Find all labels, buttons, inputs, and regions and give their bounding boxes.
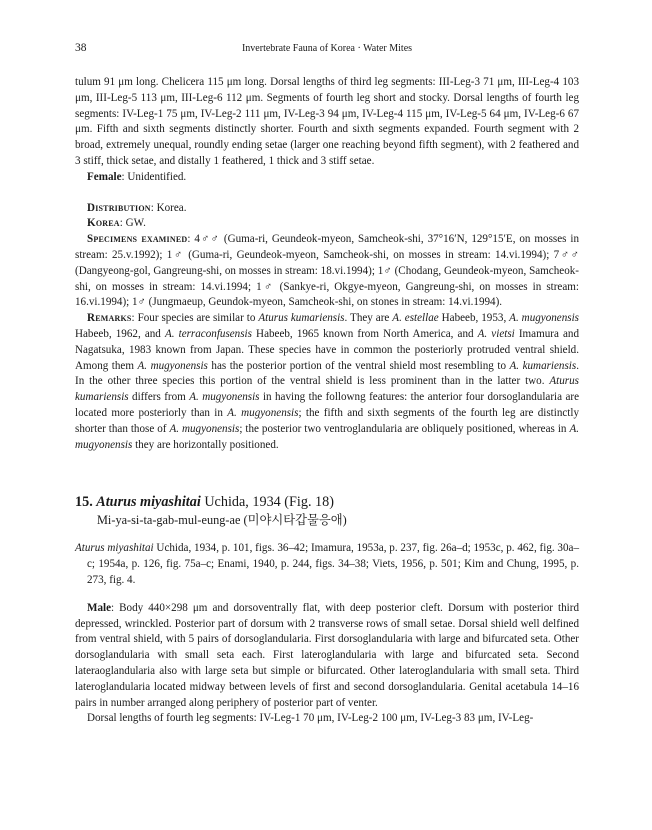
remarks-text: Habeeb, 1953,: [438, 312, 510, 325]
remarks-text: differs from: [128, 391, 190, 404]
remarks-text: has the posterior portion of the ventral shield most resembling to: [207, 359, 510, 372]
species-number: 15.: [75, 494, 93, 511]
remarks-text: they are horizontally positioned.: [132, 438, 279, 451]
taxon-name: A. kumariensis: [509, 359, 577, 372]
distribution-label: Distribution: [87, 201, 151, 214]
leg-lengths-line: Dorsal lengths of fourth leg segments: IV-Leg-1 70 μm, IV-Leg-2 100 μm, IV-Leg-3 83 μm, IV-Leg-: [87, 712, 534, 725]
species-author: Uchida, 1934 (Fig. 18): [200, 494, 334, 511]
remarks-text: Habeeb, 1962, and: [75, 327, 165, 340]
species-heading: [75, 493, 579, 512]
remarks-text: : Four species are similar to: [131, 312, 259, 325]
taxon-name: Aturus miyashitai: [75, 542, 154, 555]
male-text: : Body 440×298 μm and dorsoventrally flat, with deep posterior cleft. Dorsum with posterior third depressed, wrinckled. Posterior part of dorsum with 2 transverse rows of small setae. Dorsal shield well delfined from ventral shield, with 5 pairs of dorsoglandularia. First dorsoglandularia with large and bifurcated seta. Other dorsoglandularia with small seta each. First lateroglandularia with large and bifurcated seta. Second lateraoglandularia also with large seta but simple or bifurcated. Other lateroglandularia with small seta. Third lateroglandularia located midway between levels of first and second dorsoglandularia. Genital acetabula 14–16 pairs in number arranged along periphery of posterior part of venter.: [75, 601, 579, 709]
taxon-name: A. mugyonensis: [227, 406, 299, 419]
remarks-paragraph: [75, 311, 579, 453]
distribution-text: : Korea.: [150, 201, 187, 214]
male-paragraph: [75, 601, 579, 712]
taxon-name: A. terraconfusensis: [164, 327, 252, 340]
specimens-text: : 4♂♂ (Guma-ri, Geundeok-myeon, Samcheok-shi, 37°16′N, 129°15′E, on mosses in stream: 25.v.1992); 1♂ (Guma-ri, Geundeok-myeon, Samcheok-shi, on mosses in stream: 14.vi.1994); 7♂♂ (Dangyeong-gol, Gangreung-shi, on mosses in stream: 18.vi.1994); 1♂ (Chodang, Geundeok-myeon, Samcheok-shi, on mosses in stream: 14.vi.1994; 1♂ (Sankye-ri, Okgye-myeon, Gangreung-shi, on mosses in stream: 16.vi.1994); 1♂ (Jungmaeup, Geundok-myeon, Samcheok-shi, on stones in stream: 14.vi.1994).: [75, 233, 579, 309]
taxon-name: Aturus kumariensis: [75, 375, 579, 404]
specimens-label: Specimens examined: [87, 233, 188, 246]
taxon-name: A. mugyonensis: [137, 359, 208, 372]
page-number: 38: [75, 42, 87, 54]
taxon-name: A. mugyonensis: [75, 422, 579, 451]
remarks-text: Imamura and Nagatsuka, 1983 known from Japan. These species have in common the posteriorly protruded ventral shield. Among them: [75, 327, 580, 372]
synonymy-text: Uchida, 1934, p. 101, figs. 36–42; Imamura, 1953a, p. 237, fig. 26a–d; 1953c, p. 462, fig. 30a–c; 1954a, p. 126, fig. 75a–c; Enami, 1940, p. 244, figs. 34–38; Viets, 1956, p. 501; Kim and Chung, 1995, p. 273, fig. 4.: [87, 542, 580, 586]
taxon-name: A. mugyonensis: [189, 391, 260, 404]
female-label: Female: [87, 170, 122, 183]
synonymy-paragraph: [75, 541, 579, 588]
remarks-text: in having the followng features: the anterior four dorsoglandularia are located more posteriorly than in: [75, 391, 580, 419]
remarks-text: ; the fifth and sixth segments of the fourth leg are distinctly shorter than those of: [75, 406, 580, 435]
species-name: Aturus miyashitai: [96, 494, 201, 511]
taxon-name: A. vietsi: [477, 327, 515, 340]
remarks-text: . In the other three species this portion of the ventral shield is less prominent than in the latter two.: [75, 359, 579, 388]
remarks-text: Habeeb, 1965 known from North America, and: [251, 327, 478, 340]
korea-text: : GW.: [119, 217, 146, 230]
taxon-name: A. mugyonensis: [509, 312, 579, 325]
female-paragraph: [75, 170, 579, 186]
distribution-paragraph: [75, 201, 579, 217]
remarks-text: ; the posterior two ventroglandularia are obliquely positioned, whereas in: [239, 422, 570, 435]
male-label: Male: [87, 601, 112, 614]
running-title: Invertebrate Fauna of Korea · Water Mites: [241, 43, 413, 54]
korea-label: Korea: [87, 217, 120, 230]
taxon-name: A. mugyonensis: [169, 422, 240, 435]
taxon-name: A. estellae: [392, 312, 439, 325]
remarks-text: . They are: [344, 312, 393, 325]
page-header: [75, 42, 579, 58]
remarks-label: Remarks: [87, 312, 132, 325]
korean-name: Mi-ya-si-ta-gab-mul-eung-ae (미야시타갑물응애): [97, 513, 347, 528]
specimens-paragraph: [75, 232, 579, 311]
taxon-name: Aturus kumariensis: [258, 312, 345, 325]
main-text: [75, 75, 579, 727]
korea-paragraph: [75, 216, 579, 232]
description-paragraph: tulum 91 μm long. Chelicera 115 μm long. Dorsal lengths of third leg segments: III-Leg-3 71 μm, III-Leg-4 103 μm, III-Leg-5 113 μm, III-Leg-6 112 μm. Segments of fourth leg short and stocky. Dorsal lengths of fourth leg segments: IV-Leg-1 75 μm, IV-Leg-2 111 μm, IV-Leg-3 94 μm, IV-Leg-4 115 μm, IV-Leg-5 64 μm, IV-Leg-6 67 μm. Fifth and sixth segments distinctly shorter. Fourth and sixth segments expanded. Fourth segment with 2 broad, extremely unequal, roundly ending setae (larger one reaching beyond fifth segment), with 2 feathered and 3 stiff, thick setae, and distally 1 feathered, 1 thick and 3 stiff setae.: [75, 76, 579, 167]
female-text: : Unidentified.: [121, 170, 187, 183]
